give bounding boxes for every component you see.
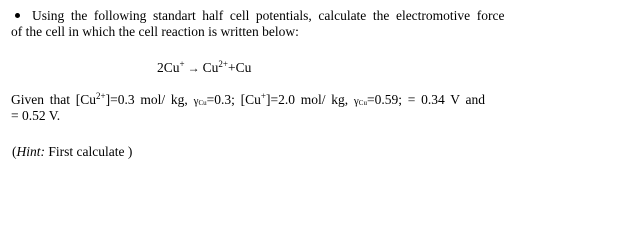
product-1-charge: 2+ <box>218 59 228 69</box>
question-line-1 <box>13 8 603 24</box>
cell-reaction <box>157 60 251 76</box>
product-2-species: Cu <box>235 60 252 75</box>
given-prefix: Given that [Cu <box>11 92 97 107</box>
given-line-1 <box>11 92 485 109</box>
reactant-charge: + <box>179 59 185 69</box>
reaction-arrow-icon: → <box>187 61 200 75</box>
cu2-charge: 2+ <box>96 91 106 101</box>
given-line-2 <box>11 108 60 124</box>
bullet-icon <box>15 13 20 18</box>
gamma-1-symbol: γ <box>193 95 199 107</box>
cu1-concentration: ]=2.0 mol/ kg, <box>265 92 349 107</box>
gamma-2-subscript: Cu <box>358 99 367 107</box>
given-cont-text: = 0.52 V. <box>11 108 61 123</box>
reactant-coefficient: 2 <box>157 60 164 75</box>
question-text-cont: of the cell in which the cell reaction is written below: <box>11 24 299 39</box>
gamma-2-value: =0.59; = 0.34 V and <box>366 92 486 107</box>
gamma-2-symbol: γ <box>353 95 359 107</box>
hint-text: First calculate ) <box>45 144 133 159</box>
reactant-species: Cu <box>163 60 180 75</box>
hint-label: Hint: <box>16 144 45 159</box>
plus-sign: + <box>227 60 236 75</box>
hint-open-paren: ( <box>12 144 17 159</box>
gamma-1-subscript: Cu <box>198 99 207 107</box>
cu1-charge: + <box>260 91 266 101</box>
product-1-species: Cu <box>202 60 219 75</box>
question-text: Using the following standart half cell potentials, calculate the electromotive force <box>32 8 505 23</box>
hint <box>12 144 132 160</box>
gamma-1-value: =0.3; [Cu <box>206 92 261 107</box>
cu2-concentration: ]=0.3 mol/ kg, <box>105 92 188 107</box>
question-line-2 <box>11 24 299 40</box>
